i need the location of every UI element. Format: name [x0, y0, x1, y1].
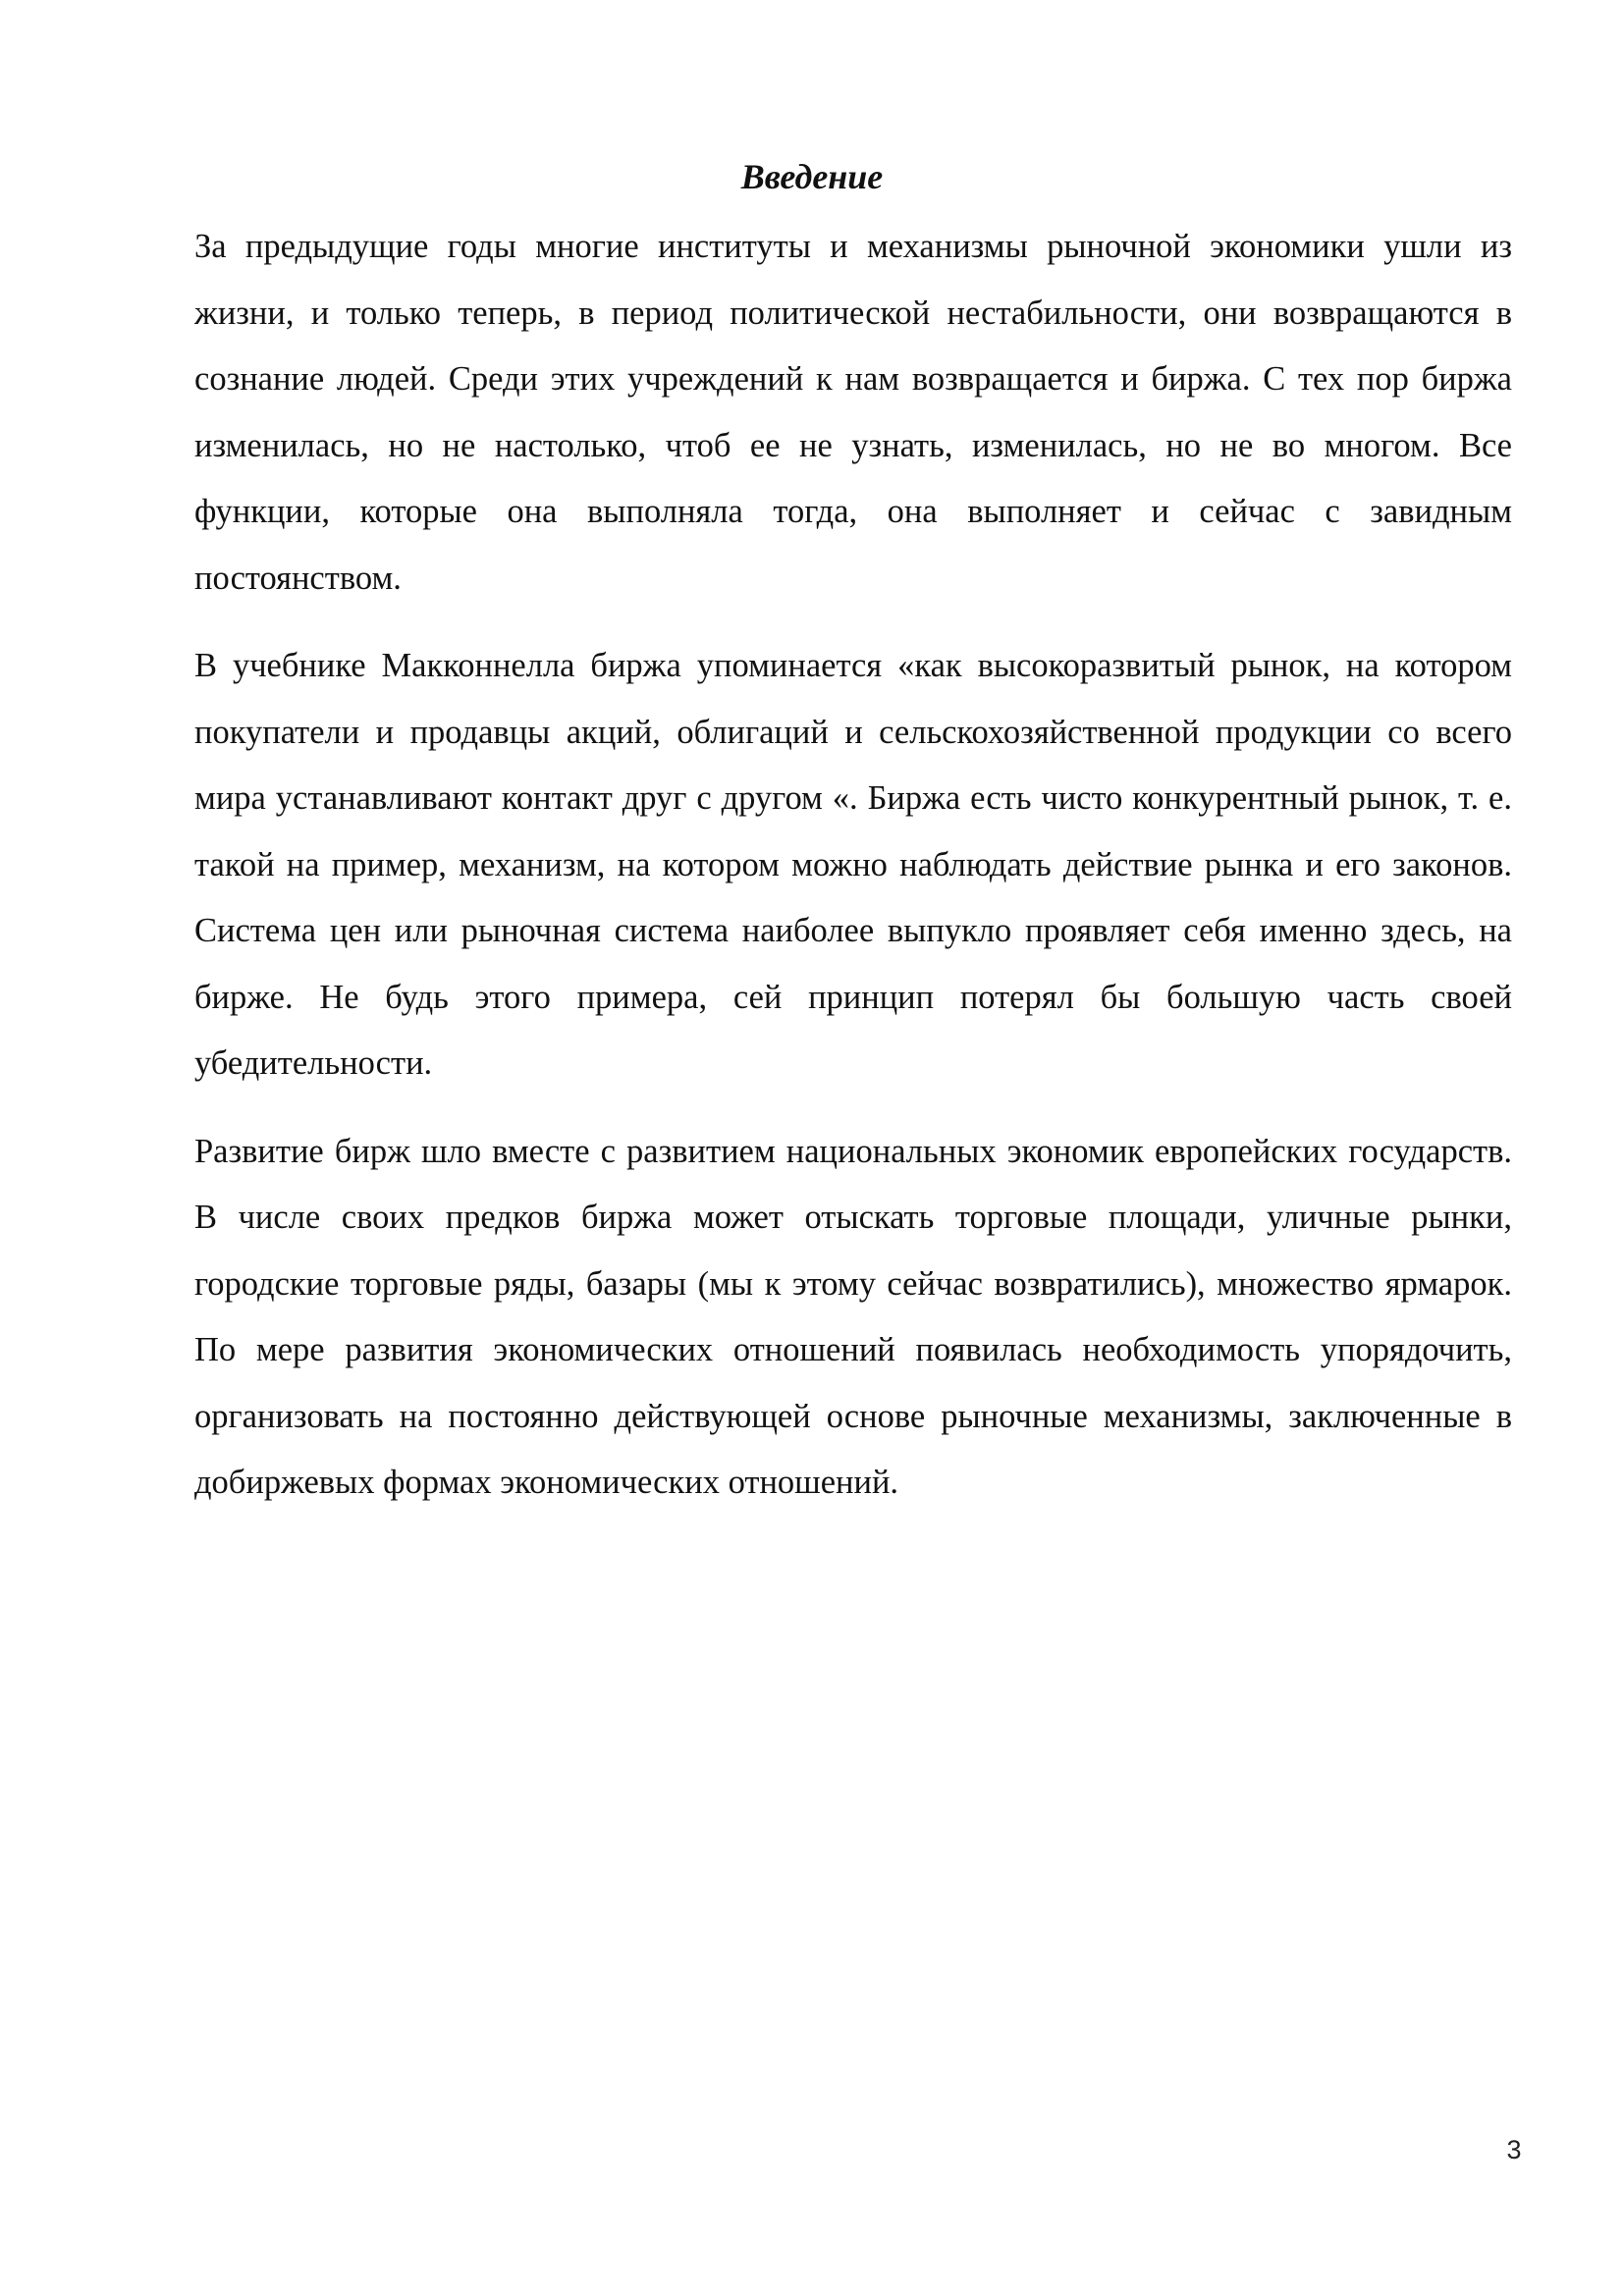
section-title: Введение: [740, 157, 884, 196]
paragraph-2: В учебнике Макконнелла биржа упоминается «как высокоразвитый рынок, на котором покупатели и продавцы акций, облигаций и сельскохозяйственной продукции со всего мира устанавливают контакт друг с другом «. Биржа есть чисто конкурентный рынок, т. е. такой на пример, механизм, на котором можно наблюдать действие рынка и его законов. Система цен или рыночная система наиболее выпукло проявляет себя именно здесь, на бирже. Не будь этого примера, сей принцип потерял бы большую часть своей убедительности.: [194, 647, 1512, 1082]
paragraph-3: Развитие бирж шло вместе с развитием национальных экономик европейских государств. В числе своих предков биржа может отыскать торговые площади, уличные рынки, городские торговые ряды, базары (мы к этому сейчас возвратились), множество ярмарок. По мере развития экономических отношений появилась необходимость упорядочить, организовать на постоянно действующей основе рыночные механизмы, заключенные в добиржевых формах экономических отношений.: [194, 1132, 1512, 1501]
page-number: 3: [1506, 2135, 1522, 2164]
body-text: [194, 214, 1512, 1517]
paragraph-1: За предыдущие годы многие институты и механизмы рыночной экономики ушли из жизни, и только теперь, в период политической нестабильности, они возвращаются в сознание людей. Среди этих учреждений к нам возвращается и биржа. С тех пор биржа изменилась, но не настолько, чтоб ее не узнать, изменилась, но не во многом. Все функции, которые она выполняла тогда, она выполняет и сейчас с завидным постоянством.: [194, 228, 1512, 597]
